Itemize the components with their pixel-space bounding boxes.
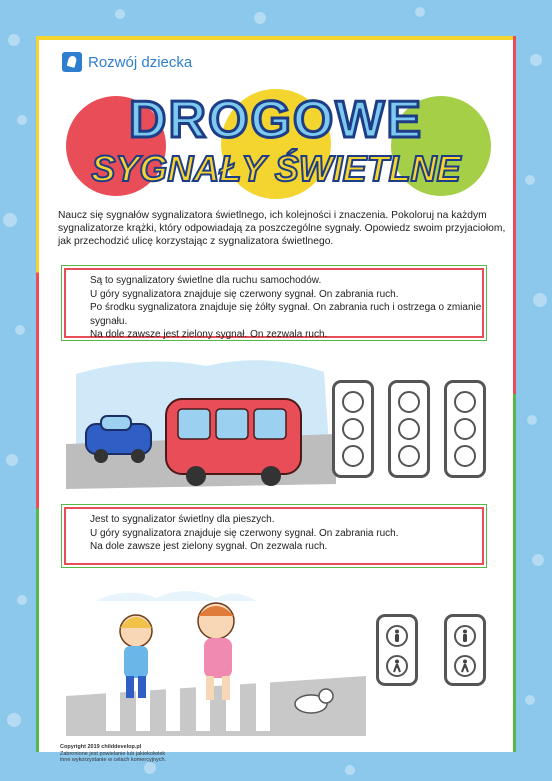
traffic-light-icon: [444, 380, 486, 478]
lamp-top[interactable]: [454, 625, 476, 647]
pedestrian-icon: [391, 659, 403, 673]
pedestrian-icon: [391, 629, 403, 643]
lamp-middle[interactable]: [454, 418, 476, 440]
lamp-bottom[interactable]: [342, 445, 364, 467]
info-line: Na dole zawsze jest zielony sygnał. On zezwala ruch.: [90, 329, 328, 340]
top-color-strip: [36, 36, 516, 40]
pedestrian-icon: [459, 659, 471, 673]
info-line: Na dole zawsze jest zielony sygnał. On zezwala ruch.: [90, 541, 328, 552]
logo-icon: [62, 52, 82, 72]
worksheet-page: [36, 36, 516, 763]
page-subtitle: SYGNAŁY ŚWIETLNE: [91, 148, 461, 189]
copyright-note: [60, 744, 166, 764]
traffic-light-icon: [376, 614, 418, 686]
lamp-middle[interactable]: [342, 418, 364, 440]
copyright-line: Copyright 2019 childdevelop.pl: [60, 744, 142, 750]
info-line: Są to sygnalizatory świetlne dla ruchu samochodów.: [90, 275, 322, 286]
lamp-top[interactable]: [454, 391, 476, 413]
traffic-light-icon: [332, 380, 374, 478]
page-title: DROGOWE: [128, 91, 424, 149]
lamp-bottom[interactable]: [386, 655, 408, 677]
bus-car-illustration: [66, 354, 336, 494]
info-line: U góry sygnalizatora znajduje się czerwony sygnał. On zabrania ruch.: [90, 527, 399, 539]
brand-logo[interactable]: [62, 52, 192, 72]
lamp-top[interactable]: [386, 625, 408, 647]
traffic-light-icon: [388, 380, 430, 478]
info-line: Jest to sygnalizator świetlny dla pieszych.: [90, 514, 275, 525]
traffic-light-icon: [444, 614, 486, 686]
pedestrian-lights-info-box: [64, 507, 484, 565]
lamp-top[interactable]: [398, 391, 420, 413]
pedestrian-icon: [459, 629, 471, 643]
lamp-top[interactable]: [342, 391, 364, 413]
info-line: U góry sygnalizatora znajduje się czerwony sygnał. On zabrania ruch.: [90, 288, 399, 300]
lamp-bottom[interactable]: [398, 445, 420, 467]
lamp-bottom[interactable]: [454, 445, 476, 467]
copyright-line: inne wykorzystanie w celach komercyjnych.: [60, 757, 167, 763]
lamp-middle[interactable]: [398, 418, 420, 440]
info-line: Po środku sygnalizatora znajduje się żółty sygnał. On zabrania ruch i ostrzega o zmianie sygnału.: [90, 302, 482, 327]
logo-text: Rozwój dziecka: [88, 53, 193, 71]
lamp-bottom[interactable]: [454, 655, 476, 677]
children-crossing-illustration: [66, 576, 366, 736]
copyright-line: Zabronione jest powielanie lub jakiekolwiek: [60, 750, 166, 757]
car-lights-info-box: [64, 268, 484, 338]
intro-text: Naucz się sygnałów sygnalizatora świetlnego, ich kolejności i znaczenia. Pokoloruj na każdym sygnalizatorze krążki, który odpowiadają za poszczególne sygnały. Opowiedz swoim przyjaciołom, jak przechodzić ulicę korzystając z sygnalizatora świetlnego.: [58, 210, 506, 247]
